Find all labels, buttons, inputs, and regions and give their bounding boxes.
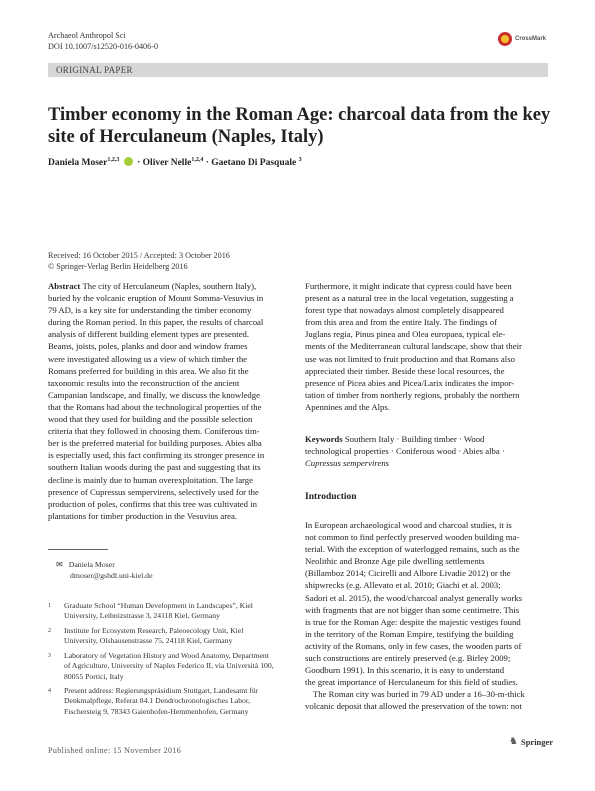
abstract-line: criteria that they followed in choosing them. Coniferous tim- <box>48 426 260 437</box>
envelope-icon: ✉ <box>56 560 63 569</box>
crossmark-icon <box>498 32 512 46</box>
abstract-line: presence of Cupressus sempervirens, selectively used for the <box>48 486 259 497</box>
affiliation-line: Institute for Ecosystem Research, Paleoecology Unit, Kiel <box>64 626 244 635</box>
abstract-line: Furthermore, it might indicate that cypress could have been <box>305 281 512 291</box>
affiliation-line: Graduate School “Human Development in Landscapes”, Kiel <box>64 601 253 610</box>
intro-line: activity of the Romans, only in few cases, the wooden parts of <box>305 640 522 651</box>
corresponding-author: Daniela Moser <box>68 560 115 569</box>
abstract-line: from this area and from the entire Italy. The findings of <box>305 317 498 328</box>
correspondence-block <box>56 560 153 581</box>
abstract-line: decline is mainly due to human overexploitation. The large <box>48 474 253 485</box>
keywords-line: Southern Italy · Building timber · Wood <box>344 434 485 444</box>
abstract-line: production of poles, confirms that this tree was cultivated in <box>48 498 257 509</box>
affiliation-line: Present address: Regierungspräsidium Stuttgart, Landesamt für <box>64 686 259 695</box>
affiliation-number: 3 <box>48 653 51 659</box>
intro-line: In European archaeological wood and charcoal studies, it is <box>305 520 512 530</box>
affiliation-line: Denkmalpflege, Referat 84.1 Dendrochronologisches Labor, <box>64 696 251 706</box>
abstract-right <box>305 280 547 413</box>
abstract-line: Beams, joists, poles, planks and door and window frames <box>48 341 248 352</box>
affiliation-number: 4 <box>48 688 51 694</box>
abstract-line: The city of Herculaneum (Naples, southern Italy), <box>82 281 257 291</box>
affiliation-1 <box>48 601 288 622</box>
intro-line: The Roman city was buried in 79 AD under a 16–30-m-thick <box>313 689 525 700</box>
affiliation-4 <box>48 686 288 717</box>
intro-line: Goodburn 1991). In this scenario, it is easy to understand <box>305 665 505 676</box>
intro-line: shipwrecks (e.g. Allevato et al. 2010; Giachi et al. 2003; <box>305 580 501 591</box>
abstract-line: ments of the Mediterranean cultural landscape, show that their <box>305 341 522 352</box>
intro-line: in the territory of the Roman Empire, testifying the building <box>305 628 514 639</box>
author-list <box>48 157 302 168</box>
intro-line: not common to find perfectly preserved wooden building ma- <box>305 532 520 543</box>
abstract-line: present as a natural tree in the local vegetation, suggesting a <box>305 293 514 304</box>
affiliation-line: Laboratory of Vegetation History and Wood Anatomy, Department <box>64 651 269 660</box>
intro-line: volcanic deposit that allowed the preservation of the town: not <box>305 701 522 712</box>
springer-logo <box>509 736 553 747</box>
affiliation-line: University, Olshausenstrasse 75, 24118 Kiel, Germany <box>64 636 233 646</box>
abstract-line: were investigated allowing us a view of which timber the <box>48 353 248 364</box>
keywords-line: technological properties · Coniferous wood · Abies alba · <box>305 446 505 457</box>
intro-line: terial. With the exception of waterlogged remains, such as the <box>305 544 520 555</box>
affiliation-line: University, Leibnizstrasse 3, 24118 Kiel, Germany <box>64 611 220 621</box>
intro-line: with fragments that are not bigger than some centimetre. This <box>305 604 520 615</box>
affiliation-2 <box>48 626 288 647</box>
journal-name: Archaeol Anthropol Sci <box>48 31 126 40</box>
affiliation-line: 80055 Portici, Italy <box>64 671 124 681</box>
springer-label: Springer <box>520 736 554 747</box>
article-type-tag: ORIGINAL PAPER <box>48 63 548 77</box>
author-2[interactable]: Oliver Nelle <box>142 158 192 169</box>
intro-line: Neolithic and Bronze Age pile dwelling settlements <box>305 556 485 567</box>
author-3[interactable]: Gaetano Di Pasquale <box>211 158 297 169</box>
abstract-line: appreciated their timber. Beside these local resources, the <box>305 365 505 376</box>
keywords-label: Keywords <box>305 434 343 444</box>
springer-horse-icon: ♞ <box>509 736 518 747</box>
affiliation-number: 1 <box>48 603 51 609</box>
intro-line: such constructions are entirely preserved (e.g. Birley 2009; <box>305 653 511 664</box>
introduction-body <box>305 519 547 713</box>
abstract-line: forest type that nowadays almost completely disappeared <box>305 305 504 316</box>
title-line-2: site of Herculaneum (Naples, Italy) <box>48 127 324 147</box>
author-sep: · <box>203 158 212 169</box>
orcid-icon[interactable] <box>124 157 133 166</box>
author-3-affil: 3 <box>298 157 302 163</box>
author-1[interactable]: Daniela Moser <box>48 158 108 169</box>
intro-line: the great importance of Herculaneum for this field of studies. <box>305 677 518 688</box>
abstract-line: use was not limited to fruit production and that Romans also <box>305 353 515 364</box>
dates-block <box>48 250 230 272</box>
abstract-line: 79 AD, is a key site for understanding the timber economy <box>48 305 252 316</box>
abstract-line: Juglans regia, Pinus pinea and Olea europaea, typical ele- <box>305 329 506 340</box>
abstract-line: during the Roman period. In this paper, the results of charcoal <box>48 317 264 328</box>
affiliation-3 <box>48 651 288 682</box>
abstract-line: analysis of different building element types are presented. <box>48 329 250 340</box>
author-1-affil: 1,2,3 <box>107 157 120 163</box>
crossmark-label: CrossMark <box>515 36 547 42</box>
footnote-divider <box>48 549 108 550</box>
abstract-line: buried by the volcanic eruption of Mount Somma-Vesuvius in <box>48 293 264 304</box>
abstract-line: tation of timber from northerly regions, probably the northern <box>305 389 520 400</box>
abstract-line: Campanian landscape, and finally, we discuss the knowledge <box>48 389 260 400</box>
abstract-line: that the Romans had about the technological properties of the <box>48 401 262 412</box>
affiliation-number: 2 <box>48 628 51 634</box>
abstract-line: ber is the preferred material for building purposes. Abies alba <box>48 438 262 449</box>
author-sep: · <box>134 158 143 169</box>
abstract-label: Abstract <box>48 281 81 291</box>
copyright-line: © Springer-Verlag Berlin Heidelberg 2016 <box>48 262 188 271</box>
intro-line: is true for the Roman Age: despite the majestic vestiges found <box>305 616 521 627</box>
abstract-line: wood that they used for building and the possible selection <box>48 414 253 425</box>
abstract-line: is especially used, this fact confirming its stronger presence in <box>48 450 265 461</box>
article-title <box>48 104 558 148</box>
abstract-line: plantations for timber production in the Vesuvius area. <box>48 510 237 521</box>
keywords-line: Cupressus sempervirens <box>305 458 390 469</box>
doi[interactable]: DOI 10.1007/s12520-016-0406-0 <box>48 42 159 51</box>
abstract-line: presence of Picea abies and Picea/Larix indicates the impor- <box>305 377 515 388</box>
abstract-line: Romans preferred for building in this area. We also fit the <box>48 365 249 376</box>
affiliation-line: Fischersteig 9, 78343 Gaienhofen-Hemmenhofen, Germany <box>64 706 249 716</box>
intro-line: (Billamboz 2014; Cicirelli and Albore Livadie 2012) or the <box>305 568 511 579</box>
corresponding-email[interactable]: dmoser@gshdl.uni-kiel.de <box>70 570 153 580</box>
published-online: Published online: 15 November 2016 <box>48 746 182 755</box>
introduction-heading: Introduction <box>305 492 357 502</box>
received-accepted-dates: Received: 16 October 2015 / Accepted: 3 October 2016 <box>48 251 230 260</box>
intro-line: Sadori et al. 2015), the wood/charcoal analyst generally works <box>305 592 523 603</box>
abstract-line: taxonomic results into the reconstruction of the ancient <box>48 377 240 388</box>
keywords-block <box>305 433 547 469</box>
crossmark-badge[interactable] <box>498 32 546 46</box>
affiliation-line: of Agriculture, University of Naples Federico II, via Università 100, <box>64 661 274 671</box>
abstract-line: southern Italian woods during the past and suggesting that its <box>48 462 261 473</box>
author-2-affil: 1,2,4 <box>191 157 204 163</box>
abstract-line: Apennines and the Alps. <box>305 401 390 412</box>
abstract-left <box>48 280 290 522</box>
title-line-1: Timber economy in the Roman Age: charcoal data from the key <box>48 105 551 125</box>
